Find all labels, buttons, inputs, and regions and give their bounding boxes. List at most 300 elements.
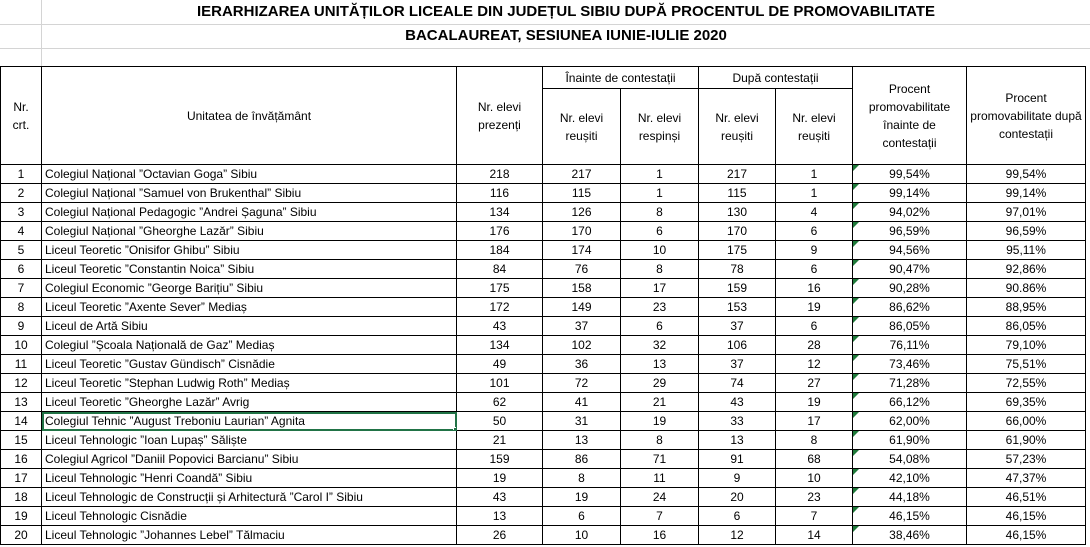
cell-reusiti-dupa[interactable] <box>699 184 776 203</box>
cell-procent-dupa[interactable] <box>967 488 1086 507</box>
error-indicator-icon[interactable] <box>853 507 859 513</box>
cell-prezenti[interactable] <box>457 431 543 450</box>
cell-nr[interactable] <box>1 298 42 317</box>
cell-procent-dupa-text: 96,59% <box>1005 224 1047 238</box>
cell-procent-inainte[interactable] <box>853 507 967 526</box>
cell-respinsi-inainte[interactable] <box>621 279 699 298</box>
cell-reusiti-dupa[interactable] <box>699 412 776 431</box>
cell-reusiti-dupa[interactable] <box>699 374 776 393</box>
cell-nr-text: 12 <box>14 376 28 390</box>
cell-respinsi-inainte-text: 7 <box>656 509 663 523</box>
table-row <box>1 336 1086 355</box>
cell-nr[interactable] <box>1 355 42 374</box>
cell-prezenti[interactable] <box>457 393 543 412</box>
cell-respinsi-inainte[interactable] <box>621 450 699 469</box>
cell-nr[interactable] <box>1 393 42 412</box>
cell-respinsi-inainte[interactable] <box>621 507 699 526</box>
cell-reusiti-dupa[interactable] <box>699 526 776 545</box>
cell-respinsi-inainte-text: 23 <box>652 300 667 314</box>
cell-respinsi-dupa-text: 28 <box>807 338 821 352</box>
cell-respinsi-inainte-text: 6 <box>656 319 663 333</box>
cell-reusiti-inainte[interactable] <box>543 469 621 488</box>
cell-prezenti[interactable] <box>457 260 543 279</box>
cell-procent-inainte[interactable] <box>853 469 967 488</box>
header-dupa[interactable]: După contestații <box>699 67 853 89</box>
cell-procent-inainte[interactable] <box>853 184 967 203</box>
cell-procent-dupa[interactable] <box>967 222 1086 241</box>
cell-unitatea[interactable] <box>42 222 457 241</box>
cell-reusiti-inainte[interactable] <box>543 412 621 431</box>
cell-respinsi-inainte-text: 19 <box>652 414 667 428</box>
cell-prezenti-text: 43 <box>492 490 507 504</box>
cell-reusiti-inainte[interactable] <box>543 450 621 469</box>
cell-respinsi-inainte[interactable] <box>621 165 699 184</box>
cell-reusiti-dupa[interactable] <box>699 317 776 336</box>
cell-respinsi-dupa[interactable] <box>776 317 853 336</box>
cell-nr[interactable] <box>1 374 42 393</box>
table-row <box>1 241 1086 260</box>
cell-procent-inainte-text: 94,02% <box>889 205 930 219</box>
cell-nr[interactable] <box>1 241 42 260</box>
error-indicator-icon[interactable] <box>853 260 859 266</box>
header-nr-crt[interactable]: Nr. crt. <box>1 67 42 165</box>
cell-procent-inainte[interactable] <box>853 222 967 241</box>
cell-procent-inainte-text: 86,62% <box>889 300 930 314</box>
cell-prezenti[interactable] <box>457 507 543 526</box>
error-indicator-icon[interactable] <box>853 431 859 437</box>
cell-nr[interactable] <box>1 450 42 469</box>
cell-procent-dupa[interactable] <box>967 298 1086 317</box>
cell-nr[interactable] <box>1 203 42 222</box>
cell-respinsi-dupa[interactable] <box>776 507 853 526</box>
error-indicator-icon[interactable] <box>853 393 859 399</box>
cell-procent-inainte-text: 38,46% <box>889 528 930 542</box>
cell-prezenti[interactable] <box>457 336 543 355</box>
cell-prezenti[interactable] <box>457 488 543 507</box>
header-respinsi-inainte[interactable]: Nr. elevi respinși <box>621 89 699 165</box>
cell-respinsi-inainte[interactable] <box>621 241 699 260</box>
cell-respinsi-dupa-text: 17 <box>807 414 821 428</box>
cell-nr-text: 11 <box>14 357 28 371</box>
header-respinsi-dupa[interactable]: Nr. elevi reușiti <box>776 89 853 165</box>
cell-respinsi-dupa-text: 4 <box>810 205 818 219</box>
cell-procent-dupa[interactable] <box>967 336 1086 355</box>
cell-respinsi-inainte[interactable] <box>621 526 699 545</box>
cell-respinsi-dupa[interactable] <box>776 431 853 450</box>
cell-respinsi-dupa[interactable] <box>776 260 853 279</box>
cell-unitatea-text: Liceul Tehnologic Cisnădie <box>45 509 187 523</box>
cell-reusiti-inainte-text: 36 <box>574 357 589 371</box>
cell-respinsi-dupa[interactable] <box>776 488 853 507</box>
cell-respinsi-dupa[interactable] <box>776 526 853 545</box>
cell-respinsi-dupa-text: 19 <box>807 395 821 409</box>
error-indicator-icon[interactable] <box>853 165 859 171</box>
cell-reusiti-inainte-text: 76 <box>574 262 589 276</box>
cell-nr[interactable] <box>1 469 42 488</box>
cell-prezenti-text: 19 <box>492 471 507 485</box>
cell-procent-dupa-text: 90.86% <box>1005 281 1047 295</box>
cell-procent-inainte[interactable] <box>853 412 967 431</box>
cell-procent-dupa-text: 46,15% <box>1005 509 1047 523</box>
error-indicator-icon[interactable] <box>853 317 859 323</box>
cell-reusiti-dupa-text: 20 <box>730 490 744 504</box>
header-procent-inainte[interactable]: Procent promovabilitate înainte de contestații <box>853 67 967 165</box>
cell-prezenti[interactable] <box>457 165 543 184</box>
error-indicator-icon[interactable] <box>853 203 859 209</box>
cell-prezenti[interactable] <box>457 355 543 374</box>
cell-respinsi-dupa[interactable] <box>776 355 853 374</box>
cell-procent-inainte[interactable] <box>853 526 967 545</box>
cell-respinsi-dupa-text: 16 <box>807 281 821 295</box>
header-reusiti-dupa[interactable]: Nr. elevi reușiti <box>699 89 776 165</box>
cell-respinsi-dupa[interactable] <box>776 469 853 488</box>
cell-respinsi-inainte[interactable] <box>621 431 699 450</box>
cell-procent-inainte[interactable] <box>853 374 967 393</box>
cell-prezenti[interactable] <box>457 450 543 469</box>
cell-prezenti[interactable] <box>457 222 543 241</box>
cell-reusiti-inainte-text: 37 <box>574 319 589 333</box>
cell-reusiti-dupa[interactable] <box>699 165 776 184</box>
cell-reusiti-dupa-text: 130 <box>726 205 748 219</box>
cell-prezenti[interactable] <box>457 374 543 393</box>
cell-unitatea[interactable] <box>42 412 457 431</box>
cell-nr-text: 3 <box>17 205 25 219</box>
cell-respinsi-inainte-text: 1 <box>656 186 663 200</box>
cell-reusiti-inainte-text: 102 <box>571 338 592 352</box>
cell-respinsi-inainte[interactable] <box>621 260 699 279</box>
cell-unitatea[interactable] <box>42 260 457 279</box>
error-indicator-icon[interactable] <box>853 374 859 380</box>
cell-procent-dupa[interactable] <box>967 374 1086 393</box>
cell-procent-dupa-text: 47,37% <box>1005 471 1047 485</box>
cell-respinsi-inainte-text: 13 <box>652 357 667 371</box>
cell-reusiti-dupa-text: 33 <box>730 414 744 428</box>
cell-unitatea[interactable] <box>42 298 457 317</box>
table-row <box>1 488 1086 507</box>
cell-procent-dupa-text: 97,01% <box>1005 205 1047 219</box>
cell-reusiti-inainte[interactable] <box>543 374 621 393</box>
cell-procent-inainte[interactable] <box>853 203 967 222</box>
cell-respinsi-inainte[interactable] <box>621 336 699 355</box>
cell-reusiti-inainte[interactable] <box>543 431 621 450</box>
table-row <box>1 298 1086 317</box>
cell-unitatea[interactable] <box>42 431 457 450</box>
cell-procent-inainte[interactable] <box>853 298 967 317</box>
fill-handle-icon[interactable] <box>453 427 457 431</box>
cell-prezenti[interactable] <box>457 203 543 222</box>
cell-nr-text: 14 <box>14 414 28 428</box>
cell-reusiti-inainte-text: 174 <box>571 243 592 257</box>
cell-procent-inainte-text: 71,28% <box>889 376 930 390</box>
cell-reusiti-inainte-text: 86 <box>574 452 589 466</box>
cell-reusiti-dupa[interactable] <box>699 203 776 222</box>
cell-unitatea[interactable] <box>42 165 457 184</box>
cell-reusiti-dupa[interactable] <box>699 222 776 241</box>
table-row <box>1 412 1086 431</box>
cell-nr[interactable] <box>1 488 42 507</box>
error-indicator-icon[interactable] <box>853 222 859 228</box>
cell-reusiti-inainte[interactable] <box>543 526 621 545</box>
header-unitatea[interactable]: Unitatea de învățământ <box>42 67 457 165</box>
cell-respinsi-dupa-text: 14 <box>807 528 821 542</box>
cell-reusiti-inainte-text: 170 <box>571 224 592 238</box>
cell-procent-inainte[interactable] <box>853 488 967 507</box>
cell-unitatea[interactable] <box>42 469 457 488</box>
cell-prezenti-text: 43 <box>492 319 507 333</box>
cell-procent-dupa[interactable] <box>967 450 1086 469</box>
header-reusiti-inainte[interactable]: Nr. elevi reușiti <box>543 89 621 165</box>
cell-respinsi-dupa[interactable] <box>776 279 853 298</box>
cell-respinsi-dupa[interactable] <box>776 374 853 393</box>
cell-procent-inainte-text: 96,59% <box>889 224 930 238</box>
cell-reusiti-inainte[interactable] <box>543 317 621 336</box>
cell-prezenti[interactable] <box>457 184 543 203</box>
cell-procent-dupa[interactable] <box>967 279 1086 298</box>
error-indicator-icon[interactable] <box>853 279 859 285</box>
cell-respinsi-inainte-text: 32 <box>652 338 667 352</box>
cell-respinsi-inainte[interactable] <box>621 469 699 488</box>
cell-nr[interactable] <box>1 222 42 241</box>
cell-reusiti-dupa[interactable] <box>699 298 776 317</box>
cell-procent-inainte[interactable] <box>853 279 967 298</box>
cell-unitatea[interactable] <box>42 507 457 526</box>
header-inainte[interactable]: Înainte de contestații <box>543 67 699 89</box>
cell-respinsi-dupa-text: 1 <box>810 167 818 181</box>
cell-respinsi-inainte[interactable] <box>621 184 699 203</box>
cell-nr[interactable] <box>1 279 42 298</box>
error-indicator-icon[interactable] <box>853 469 859 475</box>
cell-nr[interactable] <box>1 317 42 336</box>
cell-respinsi-inainte[interactable] <box>621 355 699 374</box>
cell-unitatea[interactable] <box>42 336 457 355</box>
cell-procent-inainte[interactable] <box>853 165 967 184</box>
cell-prezenti-text: 175 <box>489 281 510 295</box>
cell-procent-dupa[interactable] <box>967 165 1086 184</box>
cell-reusiti-inainte-text: 115 <box>571 186 592 200</box>
cell-unitatea[interactable] <box>42 317 457 336</box>
cell-reusiti-inainte[interactable] <box>543 298 621 317</box>
cell-procent-dupa[interactable] <box>967 355 1086 374</box>
cell-procent-dupa[interactable] <box>967 184 1086 203</box>
cell-procent-dupa[interactable] <box>967 203 1086 222</box>
cell-nr[interactable] <box>1 526 42 545</box>
cell-respinsi-inainte[interactable] <box>621 222 699 241</box>
cell-unitatea[interactable] <box>42 393 457 412</box>
cell-respinsi-inainte[interactable] <box>621 393 699 412</box>
cell-unitatea[interactable] <box>42 184 457 203</box>
cell-reusiti-inainte[interactable] <box>543 260 621 279</box>
cell-reusiti-inainte[interactable] <box>543 507 621 526</box>
cell-procent-dupa-text: 88,95% <box>1005 300 1047 314</box>
cell-reusiti-dupa[interactable] <box>699 431 776 450</box>
error-indicator-icon[interactable] <box>853 336 859 342</box>
cell-reusiti-inainte[interactable] <box>543 222 621 241</box>
cell-procent-dupa[interactable] <box>967 260 1086 279</box>
cell-reusiti-inainte[interactable] <box>543 241 621 260</box>
cell-prezenti[interactable] <box>457 469 543 488</box>
cell-procent-inainte[interactable] <box>853 317 967 336</box>
cell-respinsi-dupa[interactable] <box>776 203 853 222</box>
cell-respinsi-dupa-text: 19 <box>807 300 821 314</box>
cell-respinsi-dupa[interactable] <box>776 336 853 355</box>
cell-reusiti-dupa-text: 74 <box>730 376 744 390</box>
cell-respinsi-dupa[interactable] <box>776 298 853 317</box>
cell-prezenti[interactable] <box>457 279 543 298</box>
title-line-2: BACALAUREAT, SESIUNEA IUNIE-IULIE 2020 <box>405 27 727 44</box>
table-row <box>1 526 1086 545</box>
cell-reusiti-inainte[interactable] <box>543 393 621 412</box>
cell-unitatea-text: Liceul Tehnologic de Construcții și Arhitectură ”Carol I” Sibiu <box>45 490 363 504</box>
cell-reusiti-inainte-text: 72 <box>574 376 589 390</box>
table-row <box>1 203 1086 222</box>
cell-procent-dupa[interactable] <box>967 393 1086 412</box>
cell-reusiti-dupa[interactable] <box>699 241 776 260</box>
cell-respinsi-inainte-text: 8 <box>656 205 663 219</box>
cell-unitatea-text: Colegiul Național Pedagogic ”Andrei Șaguna” Sibiu <box>45 205 317 219</box>
header-procent-dupa[interactable]: Procent promovabilitate după contestații <box>967 67 1086 165</box>
error-indicator-icon[interactable] <box>853 488 859 494</box>
table-row <box>1 469 1086 488</box>
cell-nr[interactable] <box>1 336 42 355</box>
cell-procent-dupa[interactable] <box>967 507 1086 526</box>
cell-respinsi-inainte[interactable] <box>621 412 699 431</box>
cell-prezenti[interactable] <box>457 412 543 431</box>
cell-respinsi-inainte[interactable] <box>621 374 699 393</box>
cell-respinsi-dupa[interactable] <box>776 165 853 184</box>
cell-prezenti[interactable] <box>457 526 543 545</box>
cell-procent-inainte[interactable] <box>853 450 967 469</box>
cell-reusiti-inainte[interactable] <box>543 184 621 203</box>
cell-reusiti-dupa[interactable] <box>699 279 776 298</box>
cell-procent-dupa[interactable] <box>967 241 1086 260</box>
cell-procent-dupa[interactable] <box>967 431 1086 450</box>
cell-nr-text: 2 <box>17 186 25 200</box>
cell-unitatea[interactable] <box>42 450 457 469</box>
error-indicator-icon[interactable] <box>853 526 859 532</box>
cell-respinsi-inainte[interactable] <box>621 203 699 222</box>
cell-respinsi-dupa[interactable] <box>776 241 853 260</box>
cell-nr[interactable] <box>1 507 42 526</box>
cell-nr[interactable] <box>1 165 42 184</box>
cell-reusiti-dupa[interactable] <box>699 488 776 507</box>
cell-procent-dupa-text: 95,11% <box>1006 243 1046 257</box>
cell-reusiti-inainte-text: 13 <box>574 433 589 447</box>
cell-prezenti-text: 49 <box>492 357 507 371</box>
cell-nr-text: 13 <box>14 395 28 409</box>
cell-unitatea[interactable] <box>42 355 457 374</box>
cell-procent-inainte[interactable] <box>853 355 967 374</box>
error-indicator-icon[interactable] <box>853 412 859 418</box>
cell-reusiti-inainte[interactable] <box>543 488 621 507</box>
cell-reusiti-dupa[interactable] <box>699 450 776 469</box>
cell-respinsi-inainte[interactable] <box>621 298 699 317</box>
title-line-1: IERARHIZAREA UNITĂȚILOR LICEALE DIN JUDEȚUL SIBIU DUPĂ PROCENTUL DE PROMOVABILITATE <box>196 3 936 20</box>
cell-reusiti-inainte[interactable] <box>543 203 621 222</box>
cell-reusiti-inainte[interactable] <box>543 355 621 374</box>
cell-reusiti-dupa[interactable] <box>699 260 776 279</box>
cell-unitatea[interactable] <box>42 203 457 222</box>
table-row <box>1 279 1086 298</box>
cell-nr[interactable] <box>1 412 42 431</box>
gridline <box>0 48 1090 49</box>
cell-nr-text: 1 <box>17 167 25 181</box>
cell-unitatea[interactable] <box>42 241 457 260</box>
cell-respinsi-dupa[interactable] <box>776 412 853 431</box>
header-prezenti[interactable]: Nr. elevi prezenți <box>457 67 543 165</box>
table-row <box>1 260 1086 279</box>
cell-reusiti-dupa[interactable] <box>699 355 776 374</box>
cell-prezenti-text: 184 <box>489 243 510 257</box>
cell-procent-inainte[interactable] <box>853 241 967 260</box>
cell-procent-inainte-text: 46,15% <box>889 509 930 523</box>
cell-reusiti-dupa-text: 43 <box>730 395 744 409</box>
cell-respinsi-dupa[interactable] <box>776 450 853 469</box>
cell-procent-inainte[interactable] <box>853 260 967 279</box>
cell-reusiti-dupa[interactable] <box>699 336 776 355</box>
cell-procent-dupa[interactable] <box>967 317 1086 336</box>
cell-procent-dupa-text: 99,54% <box>1005 167 1047 181</box>
cell-unitatea-text: Colegiul ”Școala Națională de Gaz” Mediaș <box>45 338 275 352</box>
cell-unitatea[interactable] <box>42 279 457 298</box>
cell-unitatea-text: Colegiul Agricol ”Daniil Popovici Barcianu” Sibiu <box>45 452 299 466</box>
cell-unitatea-text: Colegiul Național ”Samuel von Brukenthal” Sibiu <box>45 186 302 200</box>
cell-reusiti-inainte[interactable] <box>543 165 621 184</box>
cell-respinsi-inainte[interactable] <box>621 317 699 336</box>
cell-procent-dupa[interactable] <box>967 412 1086 431</box>
cell-unitatea[interactable] <box>42 488 457 507</box>
cell-reusiti-dupa[interactable] <box>699 507 776 526</box>
cell-reusiti-inainte[interactable] <box>543 279 621 298</box>
cell-prezenti[interactable] <box>457 241 543 260</box>
error-indicator-icon[interactable] <box>853 355 859 361</box>
cell-prezenti[interactable] <box>457 298 543 317</box>
cell-nr[interactable] <box>1 184 42 203</box>
error-indicator-icon[interactable] <box>853 450 859 456</box>
cell-respinsi-inainte[interactable] <box>621 488 699 507</box>
cell-reusiti-dupa[interactable] <box>699 469 776 488</box>
cell-prezenti[interactable] <box>457 317 543 336</box>
cell-procent-dupa[interactable] <box>967 526 1086 545</box>
cell-unitatea-text: Liceul de Artă Sibiu <box>45 319 148 333</box>
cell-reusiti-dupa-text: 159 <box>726 281 748 295</box>
cell-nr[interactable] <box>1 260 42 279</box>
cell-respinsi-dupa-text: 23 <box>807 490 821 504</box>
cell-procent-dupa[interactable] <box>967 469 1086 488</box>
error-indicator-icon[interactable] <box>853 184 859 190</box>
cell-procent-inainte[interactable] <box>853 431 967 450</box>
error-indicator-icon[interactable] <box>853 298 859 304</box>
cell-procent-inainte[interactable] <box>853 336 967 355</box>
cell-procent-dupa-text: 75,51% <box>1005 357 1047 371</box>
cell-respinsi-dupa[interactable] <box>776 222 853 241</box>
cell-reusiti-inainte[interactable] <box>543 336 621 355</box>
cell-respinsi-dupa-text: 6 <box>810 319 818 333</box>
cell-reusiti-dupa-text: 106 <box>726 338 748 352</box>
cell-respinsi-dupa[interactable] <box>776 393 853 412</box>
cell-reusiti-dupa[interactable] <box>699 393 776 412</box>
cell-respinsi-dupa[interactable] <box>776 184 853 203</box>
cell-unitatea[interactable] <box>42 526 457 545</box>
cell-procent-inainte-text: 66,12% <box>889 395 930 409</box>
table-row <box>1 431 1086 450</box>
cell-nr[interactable] <box>1 431 42 450</box>
cell-procent-inainte[interactable] <box>853 393 967 412</box>
table-row <box>1 317 1086 336</box>
cell-procent-dupa-text: 86,05% <box>1005 319 1047 333</box>
cell-unitatea[interactable] <box>42 374 457 393</box>
cell-respinsi-dupa-text: 8 <box>810 433 818 447</box>
error-indicator-icon[interactable] <box>853 241 859 247</box>
